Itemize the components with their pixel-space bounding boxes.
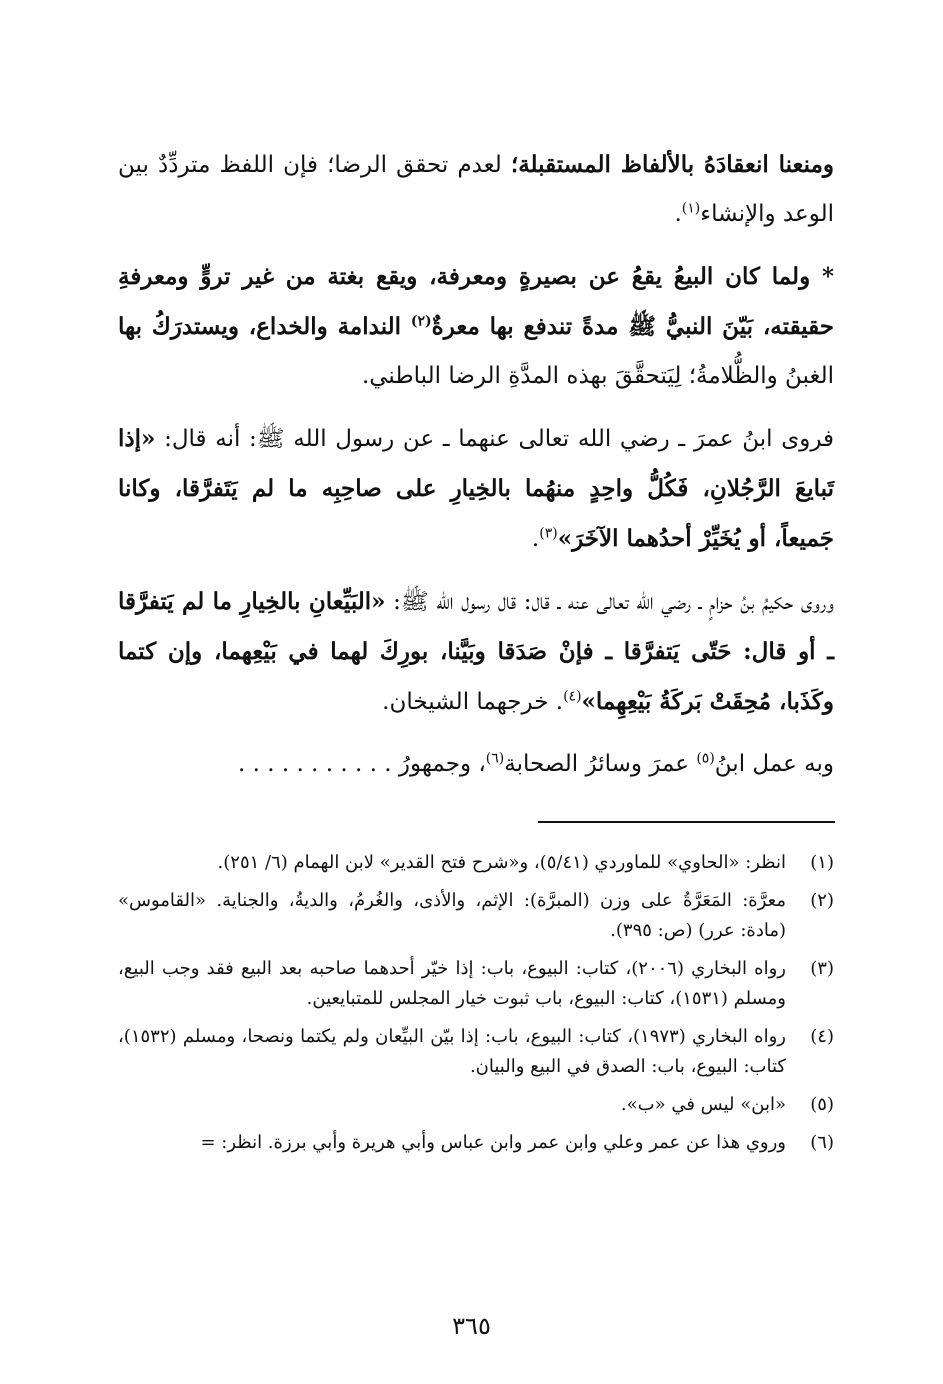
paragraph-end: . خرجهما الشيخان. xyxy=(382,689,564,715)
footnote-text: رواه البخاري (١٩٧٣)، كتاب: البيوع، باب: إذا بيّن البيِّعان ولم يكتما ونصحا، ومسلم (١٥٣٢)، كتاب: البيوع، باب: الصدق في البيع والبيان. xyxy=(118,1026,786,1077)
footnote-number: (١) xyxy=(810,852,834,873)
bold-phrase: * ولما كان البيعُ يقعُ عن بصيرةٍ ومعرفة، ويقع بغتة من غير تروٍّ ومعرفةِ حقيقته، بَيّنَ النبيُّ ﷺ مدةً تندفع بها معرةٌ xyxy=(118,263,834,340)
paragraph-text: الغبنُ والظُّلامةُ؛ لِيَتحقَّقَ بهذه المدَّةِ الرضا الباطني. xyxy=(361,363,834,389)
paragraph-3 xyxy=(118,414,834,564)
paragraph-text: لعدم تحقق الرضا؛ فإن اللفظ متردِّدٌ بين الوعد والإنشاء xyxy=(118,152,834,227)
footnote-text: وروي هذا عن عمر وعلي وابن عمر وابن عباس وأبي هريرة وأبي برزة. انظر: = xyxy=(200,1132,786,1153)
footnotes xyxy=(118,848,834,1166)
footnote-text: «ابن» ليس في «ب». xyxy=(620,1094,786,1115)
footnote-item xyxy=(118,954,834,1014)
footnote-item xyxy=(118,886,834,946)
page-number: ٣٦٥ xyxy=(452,1312,491,1340)
paragraph-text: وروى حكيمُ بنُ حزامٍ ـ رضي الله تعالى عنه ـ قال: قال رسول الله ﷺ: xyxy=(385,589,834,615)
footnote-ref-2[interactable]: (٢) xyxy=(410,313,432,330)
footnote-ref-5[interactable]: (٥) xyxy=(696,750,715,767)
footnote-ref-4[interactable]: (٤) xyxy=(563,688,582,705)
footnote-text: رواه البخاري (٢٠٠٦)، كتاب: البيوع، باب: إذا خيّر أحدهما صاحبه بعد البيع فقد وجب البيع، ومسلم (١٥٣١)، كتاب: البيوع، باب ثبوت خيار المجلس للمتبايعين. xyxy=(118,958,787,1009)
footnote-text: انظر: «الحاوي» للماوردي (٥/٤١)، و«شرح فتح القدير» لابن الهمام (٦/ ٢٥١). xyxy=(217,852,786,873)
paragraph-text: فروى ابنُ عمرَ ـ رضي الله تعالى عنهما ـ عن رسول الله ﷺ: أنه قال: xyxy=(155,426,835,452)
bold-phrase: ومنعنا انعقادَهُ بالألفاظ المستقبلة؛ xyxy=(510,151,834,178)
footnote-item xyxy=(118,1090,834,1120)
footnote-divider xyxy=(538,821,835,823)
paragraph-text: وبه عمل ابنُ xyxy=(714,751,834,777)
footnote-number: (٦) xyxy=(810,1132,834,1153)
paragraph-end: . xyxy=(531,526,540,552)
footnote-ref-3[interactable]: (٣) xyxy=(539,525,558,542)
bold-phrase: الندامة والخداع، ويستدرَكُ بها xyxy=(118,313,411,340)
footnote-item xyxy=(118,848,834,878)
footnote-item xyxy=(118,1128,834,1158)
paragraph-5 xyxy=(118,740,834,789)
footnote-item xyxy=(118,1022,834,1082)
hadith-quote: «إذا تَبايعَ الرَّجُلانِ، فَكُلُّ واحِدٍ منهُما بالخِيارِ على صاحِبِه ما لم يَتَفرَّقا، وكانا جَميعاً، أو يُخَيِّرْ أحدُهما الآخَرَ» xyxy=(118,425,834,552)
footnote-number: (٥) xyxy=(810,1094,834,1115)
paragraph-end: . xyxy=(674,201,682,227)
main-text xyxy=(118,140,834,802)
footnote-ref-1[interactable]: (١) xyxy=(681,200,701,217)
footnote-number: (٢) xyxy=(810,890,834,911)
paragraph-2 xyxy=(118,252,834,401)
paragraph-text: عمرَ وسائرُ الصحابة xyxy=(504,751,697,777)
footnote-number: (٤) xyxy=(810,1026,834,1047)
paragraph-4 xyxy=(118,577,834,727)
footnote-ref-6[interactable]: (٦) xyxy=(485,750,505,767)
hadith-quote: «البَيِّعانِ بالخِيارِ ما لم يَتفرَّقا ـ أو قال: حَتّى يَتفرَّقا ـ فإنْ صَدَقا وبَيَّنا، بورِكَ لهما في بَيْعِهما، وإن كتما وكَذَبا، مُحِقَتْ بَركَةُ بَيْعِهِما» xyxy=(118,588,834,715)
footnote-text: معرَّة: المَعَرَّةُ على وزن (المبرَّة): الإثم، والأذى، والغُرمُ، والديةُ، والجناية. «القاموس» (مادة: عرر) (ص: ٣٩٥). xyxy=(118,890,786,941)
paragraph-text: ، وجمهورُ . . . . . . . . . . . xyxy=(238,751,486,777)
footnote-number: (٣) xyxy=(810,958,834,979)
paragraph-1 xyxy=(118,140,834,239)
